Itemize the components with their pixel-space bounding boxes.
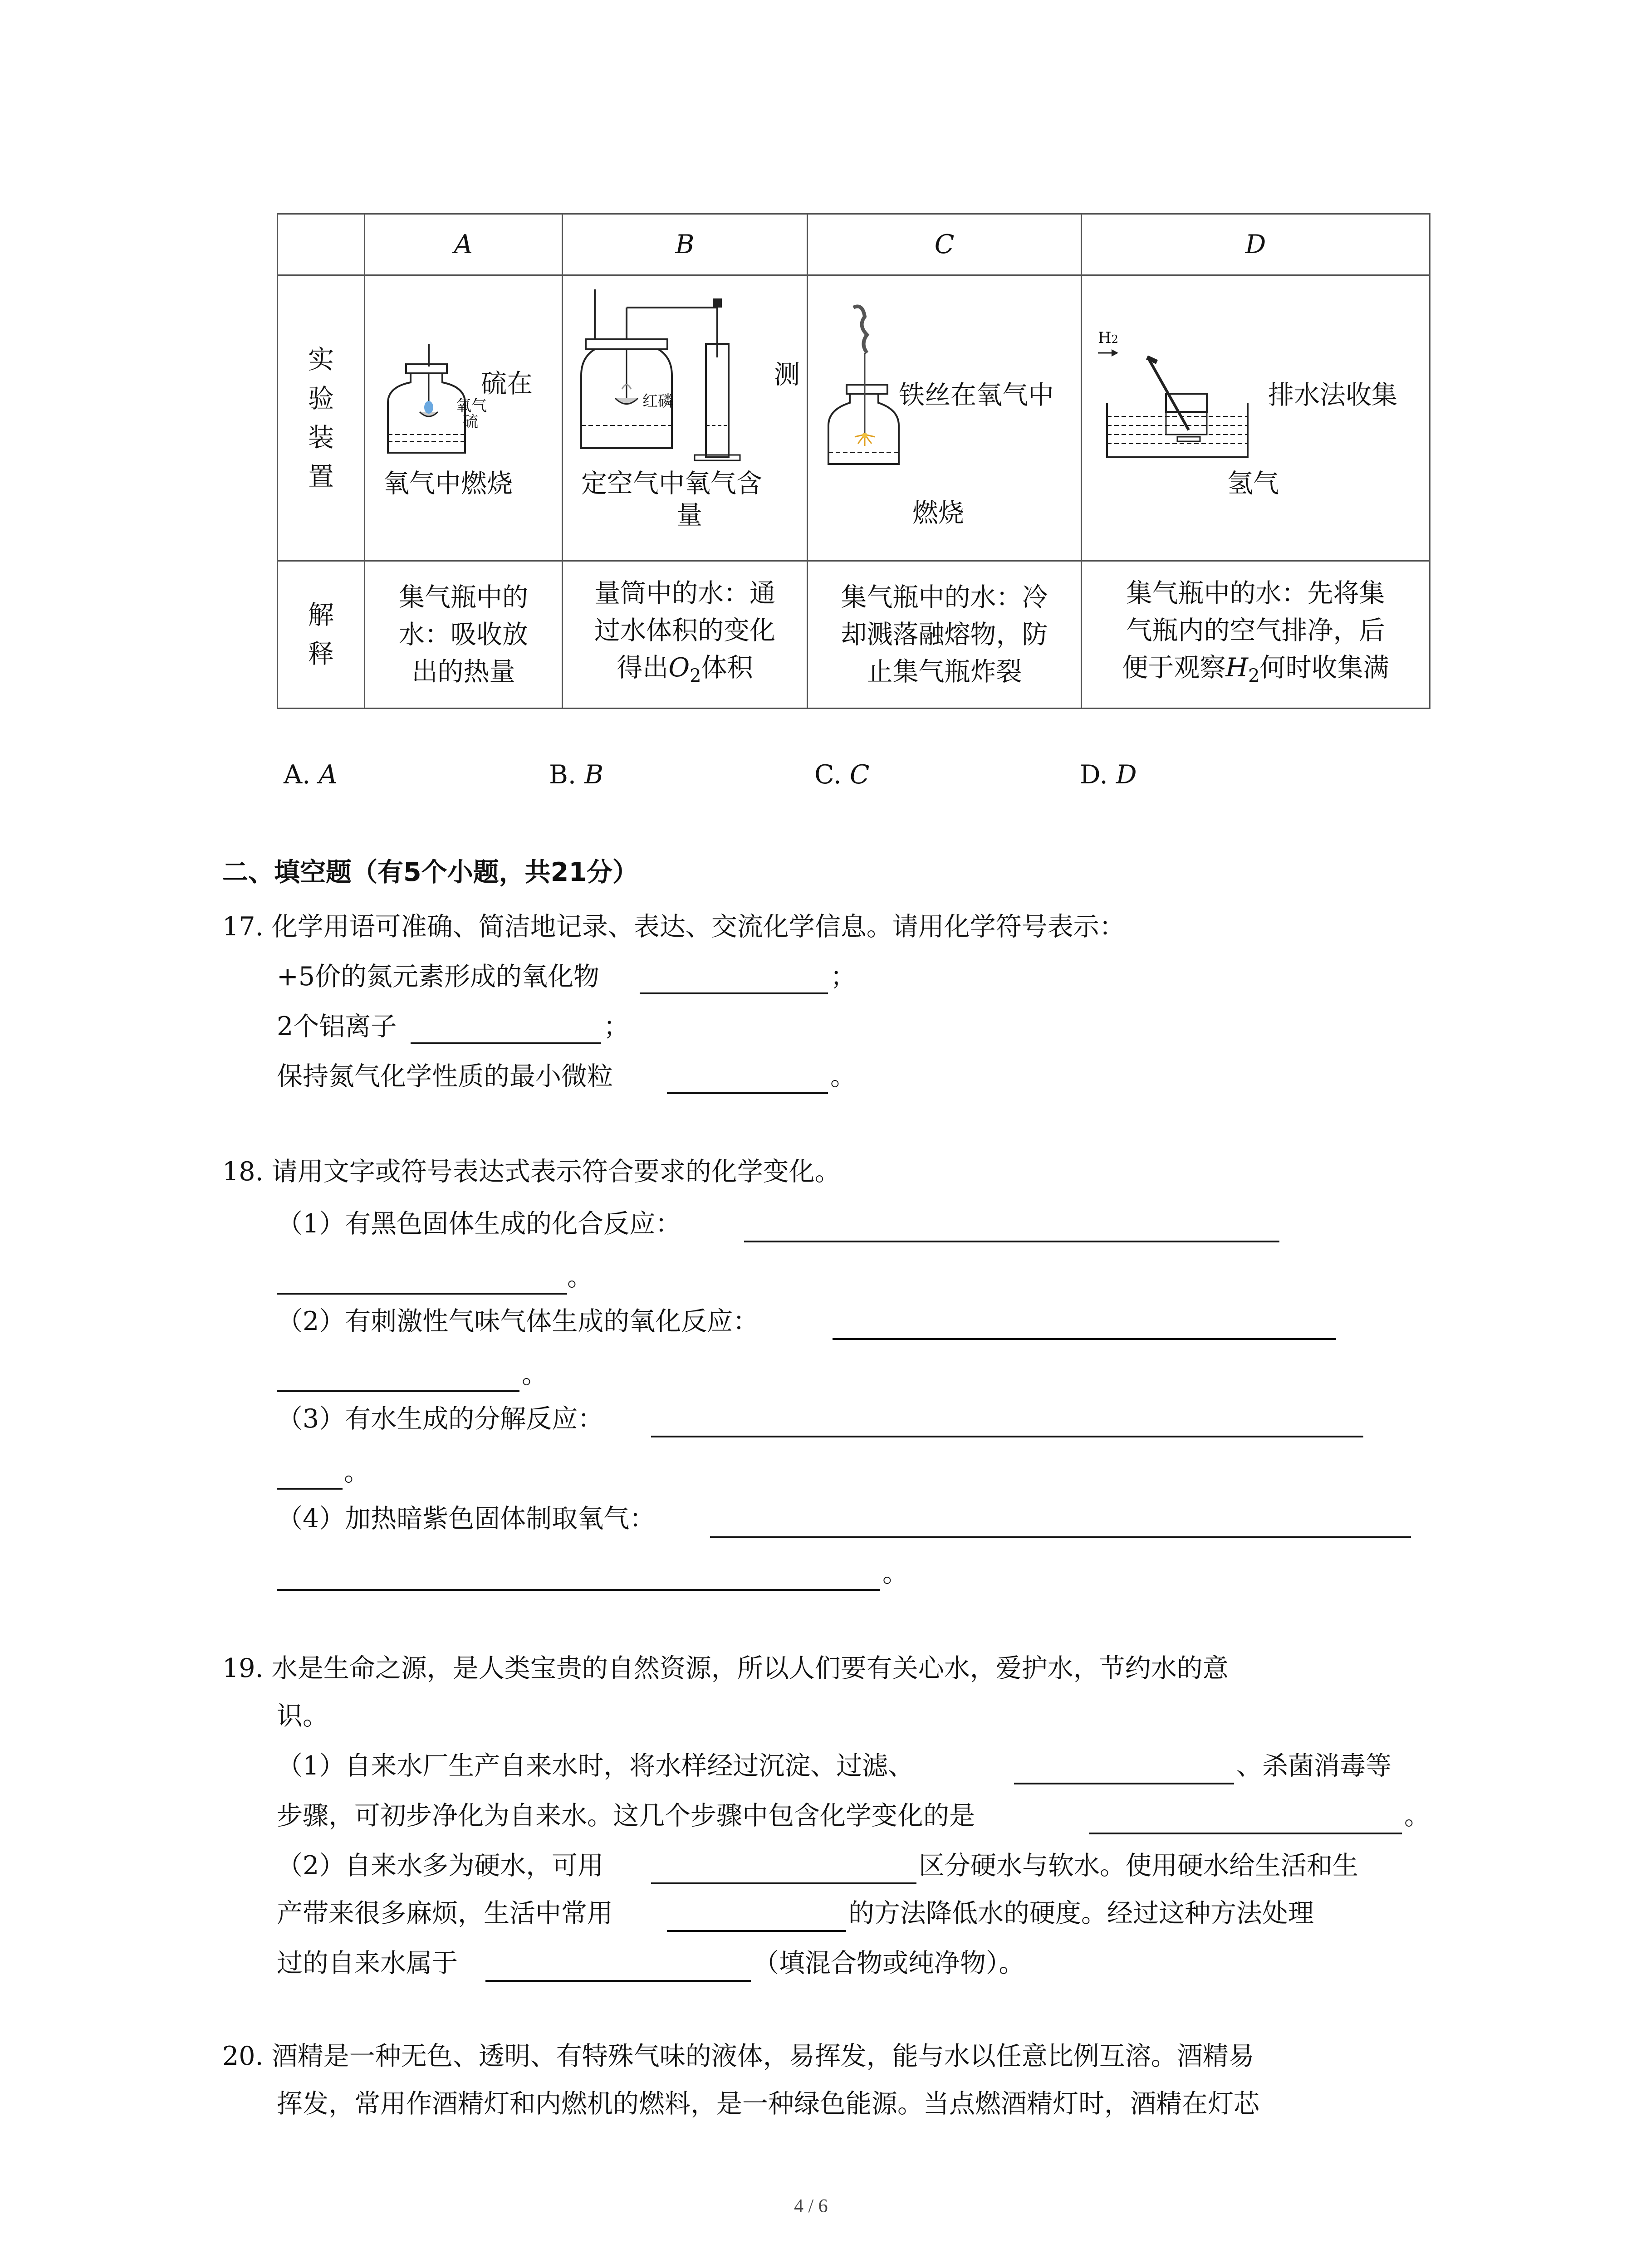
device-cell-a bbox=[365, 275, 563, 561]
device-cell-d bbox=[1082, 275, 1430, 561]
q18-end-3: 。 bbox=[344, 1457, 370, 1487]
q19-blank-3[interactable] bbox=[651, 1882, 916, 1884]
header-c: C bbox=[808, 214, 1082, 275]
caption-b-3: 量 bbox=[676, 500, 702, 530]
expl-c: 集气瓶中的水：冷 却溅落融熔物，防 止集气瓶炸裂 bbox=[808, 561, 1082, 709]
caption-d-2: 氢气 bbox=[1227, 469, 1279, 499]
q19-blank-2[interactable] bbox=[1089, 1833, 1402, 1834]
row-label-expl: 解释 bbox=[278, 561, 365, 709]
section-title: 二、填空题（有5个小题，共21分） bbox=[222, 857, 638, 887]
q18-end-1: 。 bbox=[567, 1262, 593, 1292]
q19-p1c: 步骤，可初步净化为自来水。这几个步骤中包含化学变化的是 bbox=[277, 1801, 975, 1831]
q17-blank-1[interactable] bbox=[640, 992, 828, 994]
iron-wire-combustion-apparatus-icon bbox=[822, 303, 903, 471]
option-c[interactable]: C. C bbox=[814, 760, 870, 790]
page-number: 4 / 6 bbox=[794, 2196, 828, 2217]
q19-stem-2: 识。 bbox=[277, 1701, 328, 1731]
caption-a-1: 硫在 bbox=[481, 369, 533, 399]
header-b: B bbox=[563, 214, 808, 275]
hydrogen-water-displacement-apparatus-icon bbox=[1098, 344, 1252, 466]
caption-a-2: 氧气中燃烧 bbox=[383, 469, 513, 499]
q18-end-2: 。 bbox=[522, 1359, 548, 1389]
q20-line2: 挥发，常用作酒精灯和内燃机的燃料，是一种绿色能源。当点燃酒精灯时，酒精在灯芯 bbox=[277, 2089, 1259, 2119]
experiment-table bbox=[277, 213, 1430, 709]
label-oxygen: 氧气 bbox=[456, 397, 487, 415]
q19-p1a: （1）自来水厂生产自来水时，将水样经过沉淀、过滤、 bbox=[277, 1751, 914, 1781]
caption-b-1: 测 bbox=[774, 360, 800, 390]
q18-part1: （1）有黑色固体生成的化合反应： bbox=[277, 1209, 681, 1239]
q20-line1: 20. 酒精是一种无色、透明、有特殊气味的液体，易挥发，能与水以任意比例互溶。酒精易 bbox=[222, 2041, 1254, 2071]
header-a: A bbox=[365, 214, 563, 275]
q19-p1d: 。 bbox=[1404, 1801, 1430, 1831]
q19-blank-4[interactable] bbox=[667, 1930, 846, 1932]
label-h2: H2 bbox=[1098, 329, 1118, 347]
caption-d-1: 排水法收集 bbox=[1268, 380, 1397, 410]
q18-blank-1b[interactable] bbox=[277, 1293, 567, 1295]
device-cell-c bbox=[808, 275, 1082, 561]
q18-part4: （4）加热暗紫色固体制取氧气： bbox=[277, 1504, 656, 1534]
header-d: D bbox=[1082, 214, 1430, 275]
device-row bbox=[278, 275, 1430, 561]
q17-line3: 保持氮气化学性质的最小微粒 bbox=[277, 1061, 613, 1091]
q18-blank-1a[interactable] bbox=[744, 1241, 1279, 1242]
expl-d: 集气瓶中的水：先将集 气瓶内的空气排净，后 便于观察$H_2$何时收集满 bbox=[1082, 561, 1430, 709]
q18-blank-2b[interactable] bbox=[277, 1390, 519, 1392]
caption-c-1: 铁丝在氧气中 bbox=[899, 380, 1054, 410]
q19-p2a: （2）自来水多为硬水，可用 bbox=[277, 1851, 604, 1881]
q19-p2f: （填混合物或纯净物）。 bbox=[753, 1948, 1025, 1978]
q17-line2: 2个铝离子 bbox=[277, 1012, 397, 1041]
q19-p2c: 产带来很多麻烦，生活中常用 bbox=[277, 1898, 613, 1928]
expl-b: 量筒中的水：通 过水体积的变化 得出$O_2$体积 bbox=[563, 561, 808, 709]
q17-line3-end: 。 bbox=[830, 1061, 856, 1091]
q19-blank-1[interactable] bbox=[1014, 1783, 1234, 1784]
q17-blank-2[interactable] bbox=[411, 1042, 601, 1044]
q17-line1-end: ； bbox=[830, 962, 856, 992]
q19-p2d: 的方法降低水的硬度。经过这种方法处理 bbox=[848, 1898, 1314, 1928]
row-label-device: 实验装置 bbox=[278, 275, 365, 561]
explanation-row bbox=[278, 561, 1430, 709]
q17-stem: 17. 化学用语可准确、简洁地记录、表达、交流化学信息。请用化学符号表示： bbox=[222, 912, 1125, 942]
q18-end-4: 。 bbox=[882, 1558, 908, 1588]
label-sulfur: 硫 bbox=[463, 413, 478, 431]
header-empty bbox=[278, 214, 365, 275]
table-header-row bbox=[278, 214, 1430, 275]
q17-line2-end: ； bbox=[603, 1012, 629, 1041]
q18-blank-4b[interactable] bbox=[277, 1589, 880, 1591]
q17-blank-3[interactable] bbox=[667, 1092, 828, 1094]
option-a[interactable]: A. A bbox=[284, 760, 338, 790]
q18-blank-2a[interactable] bbox=[833, 1338, 1336, 1340]
q18-stem: 18. 请用文字或符号表达式表示符合要求的化学变化。 bbox=[222, 1157, 841, 1187]
device-cell-b bbox=[563, 275, 808, 561]
q19-p2b: 区分硬水与软水。使用硬水给生活和生 bbox=[919, 1851, 1358, 1881]
label-red-phosphorus: 红磷 bbox=[642, 392, 673, 411]
q19-p2e: 过的自来水属于 bbox=[277, 1948, 458, 1978]
expl-a: 集气瓶中的 水：吸收放 出的热量 bbox=[365, 561, 563, 709]
phosphorus-oxygen-measurement-apparatus-icon bbox=[577, 289, 758, 462]
q18-blank-3a[interactable] bbox=[651, 1436, 1363, 1437]
q18-blank-3b[interactable] bbox=[277, 1488, 343, 1490]
q19-stem-1: 19. 水是生命之源，是人类宝贵的自然资源，所以人们要有关心水，爱护水，节约水的意 bbox=[222, 1653, 1229, 1683]
caption-c-2: 燃烧 bbox=[912, 498, 964, 528]
caption-b-2: 定空气中氧气含 bbox=[581, 469, 762, 499]
q19-p1b: 、杀菌消毒等 bbox=[1236, 1751, 1391, 1781]
q18-blank-4a[interactable] bbox=[710, 1536, 1411, 1538]
q17-line1: +5价的氮元素形成的氧化物 bbox=[277, 962, 600, 992]
option-d[interactable]: D. D bbox=[1080, 760, 1137, 790]
q18-part2: （2）有刺激性气味气体生成的氧化反应： bbox=[277, 1306, 759, 1336]
option-b[interactable]: B. B bbox=[549, 760, 604, 790]
q19-blank-5[interactable] bbox=[485, 1980, 751, 1982]
q18-part3: （3）有水生成的分解反应： bbox=[277, 1404, 604, 1434]
